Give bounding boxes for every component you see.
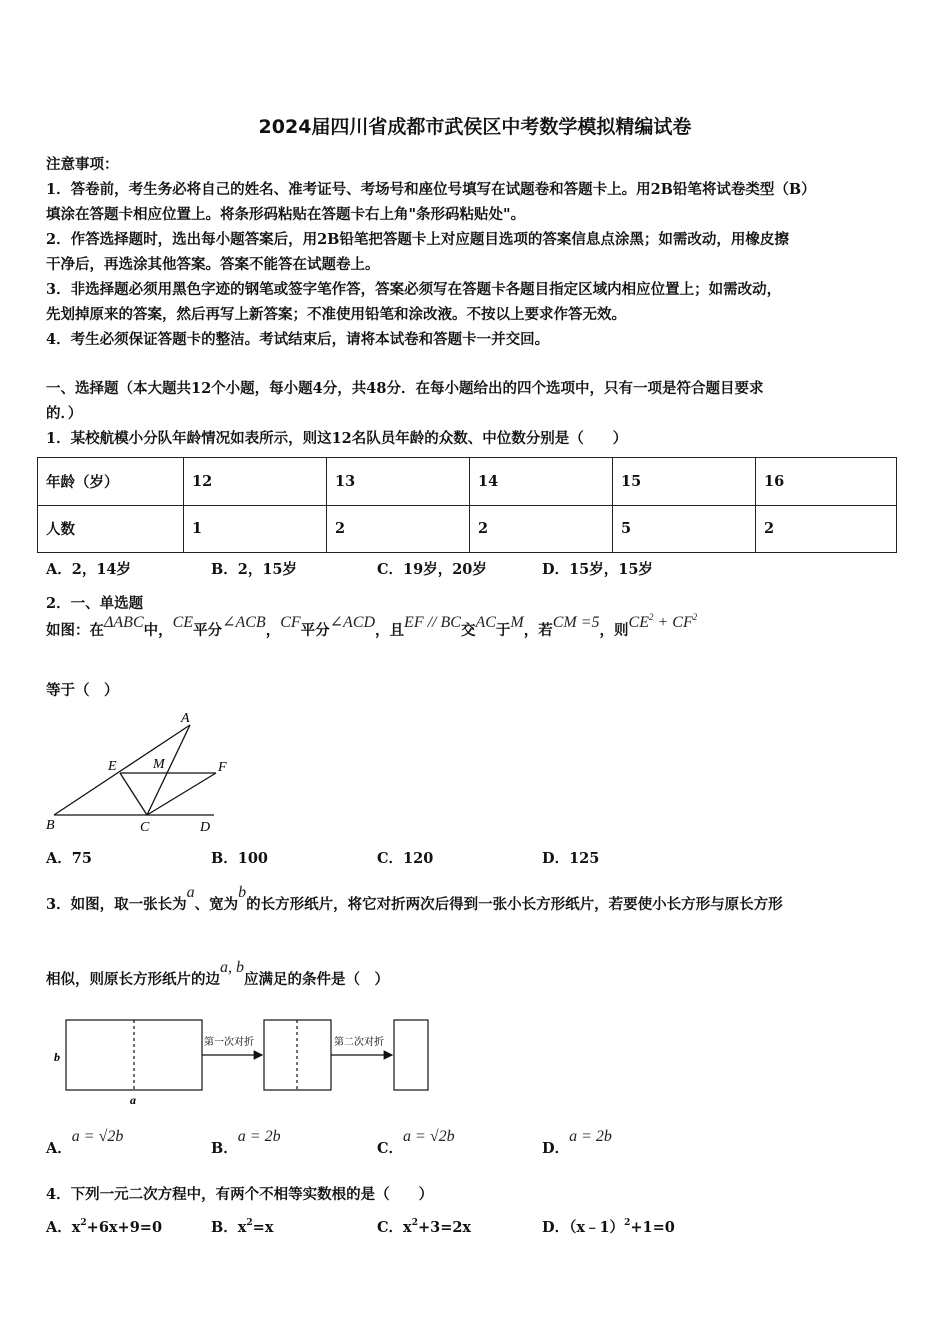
math: a = 2b [569, 1128, 612, 1145]
superscript: 2 [624, 1218, 631, 1228]
notice-line: 干净后，再选涂其他答案。答案不能答在试题卷上。 [46, 256, 380, 273]
math: a = √2b [71, 1128, 124, 1145]
table-row [38, 505, 897, 553]
notice-heading: 注意事项： [46, 156, 119, 173]
math: EF // BC [404, 614, 461, 631]
half-rectangle [264, 1020, 331, 1090]
math [629, 614, 698, 631]
notice-line: 先划掉原来的答案，然后再写上新答案；不准使用铅笔和涂改液。不按以上要求作答无效。 [46, 306, 626, 323]
table-cell: 2 [470, 505, 613, 553]
text: ， [265, 622, 281, 639]
label-f: F [218, 760, 227, 775]
math: CM =5 [552, 614, 600, 631]
text: A．x [46, 1219, 81, 1236]
q3-option-b[interactable] [211, 1128, 281, 1158]
option-letter: A． [46, 1140, 72, 1157]
notice-line: 3．非选择题必须用黑色字迹的钢笔或签字笔作答，答案必须写在答题卡各题目指定区域内相应位置上；如需改动， [46, 281, 782, 298]
q3-folding-figure [50, 1015, 440, 1110]
section-heading-cont: 的．） [46, 405, 83, 422]
q4-option-a[interactable] [46, 1216, 162, 1237]
q2-triangle-figure [40, 707, 240, 839]
text: 中， [143, 622, 173, 639]
table-row [38, 458, 897, 506]
q1-option-d[interactable]: D．15岁，15岁 [542, 561, 653, 578]
notice-line: 1．答卷前，考生务必将自己的姓名、准考证号、考场号和座位号填写在试题卷和答题卡上。用2B铅笔将试卷类型（B） [46, 181, 816, 198]
fold1-label: 第一次对折 [204, 1037, 254, 1048]
label-d: D [200, 820, 211, 835]
notice-line: 4．考生必须保证答题卡的整洁。考试结束后，请将本试卷和答题卡一并交回。 [46, 331, 550, 348]
q4-option-d[interactable] [542, 1216, 675, 1237]
math: CE [172, 614, 194, 631]
math-cf: + CF [653, 614, 693, 631]
table-cell: 5 [613, 505, 756, 553]
math: a [186, 884, 195, 901]
notice-line: 2．作答选择题时，选出每小题答案后，用2B铅笔把答题卡上对应题目选项的答案信息点涂黑；如需改动，用橡皮擦 [46, 231, 789, 248]
q2-stem-end: 等于（ ） [46, 682, 119, 699]
math: M [510, 614, 524, 631]
superscript: 2 [246, 1218, 253, 1228]
label-a: a [130, 1093, 136, 1107]
q3-stem-cont [46, 959, 389, 989]
table-cell: 2 [756, 505, 897, 553]
math: a, b [220, 959, 244, 976]
math-ce: CE [628, 614, 649, 631]
notice-line: 填涂在答题卡相应位置上。将条形码粘贴在答题卡右上角"条形码粘贴处"。 [46, 206, 526, 223]
text: 应满足的条件是（ ） [244, 971, 389, 988]
table-cell: 16 [756, 458, 897, 506]
option-letter: B． [211, 1140, 238, 1157]
math: ∠ACD [329, 614, 376, 631]
q3-option-a[interactable] [46, 1128, 124, 1158]
q1-option-b[interactable]: B．2，15岁 [211, 561, 298, 578]
fold2-label: 第二次对折 [334, 1037, 384, 1048]
text: C．x [377, 1219, 412, 1236]
text: D．（x﹣1） [542, 1219, 625, 1236]
math: ∠ACB [222, 614, 266, 631]
math: ΔABC [104, 614, 144, 631]
q3-stem [46, 884, 783, 914]
q1-option-a[interactable]: A．2，14岁 [46, 561, 132, 578]
table-cell: 1 [184, 505, 327, 553]
text: 3．如图，取一张长为 [46, 896, 187, 913]
q1-option-c[interactable]: C．19岁，20岁 [377, 561, 487, 578]
q2-option-d[interactable]: D．125 [542, 850, 600, 867]
label-a: A [181, 711, 190, 726]
table-cell: 15 [613, 458, 756, 506]
math: a = 2b [237, 1128, 281, 1145]
q4-option-b[interactable] [211, 1216, 273, 1237]
q2-option-c[interactable]: C．120 [377, 850, 434, 867]
table-cell: 13 [327, 458, 470, 506]
math: AC [475, 614, 496, 631]
q2-option-a[interactable]: A．75 [46, 850, 92, 867]
q2-stem [46, 612, 698, 640]
table-cell: 人数 [38, 505, 184, 553]
label-c: C [140, 820, 150, 835]
section-heading: 一、选择题（本大题共12个小题，每小题4分，共48分．在每小题给出的四个选项中，只有一项是符合题目要求 [46, 380, 764, 397]
text: +6x+9=0 [86, 1219, 163, 1236]
page-title: 2024届四川省成都市武侯区中考数学模拟精编试卷 [258, 116, 692, 138]
text: 如图：在 [46, 622, 104, 639]
quarter-rectangle [394, 1020, 428, 1090]
text: 相似，则原长方形纸片的边 [46, 971, 220, 988]
text: 于 [495, 622, 511, 639]
table-cell: 12 [184, 458, 327, 506]
superscript: 2 [692, 612, 698, 622]
q4-option-c[interactable] [377, 1216, 471, 1237]
option-letter: D． [542, 1140, 570, 1157]
q1-stem: 1．某校航模小分队年龄情况如表所示，则这12名队员年龄的众数、中位数分别是（ ） [46, 430, 628, 447]
text: ，且 [375, 622, 405, 639]
text: 平分 [300, 622, 330, 639]
math: a = √2b [403, 1128, 455, 1145]
q1-age-table [37, 457, 897, 553]
label-e: E [108, 759, 117, 774]
q4-stem: 4．下列一元二次方程中，有两个不相等实数根的是（ ） [46, 1186, 434, 1203]
math: CF [280, 614, 301, 631]
superscript: 2 [648, 612, 654, 622]
table-cell: 14 [470, 458, 613, 506]
text: ，则 [599, 622, 629, 639]
original-rectangle [66, 1020, 202, 1090]
text: +1=0 [630, 1219, 675, 1236]
table-cell: 2 [327, 505, 470, 553]
label-b: b [54, 1050, 60, 1064]
text: 的长方形纸片，将它对折两次后得到一张小长方形纸片，若要使小长方形与原长方形 [246, 896, 783, 913]
text: +3=2x [417, 1219, 472, 1236]
option-letter: C． [377, 1140, 404, 1157]
superscript: 2 [80, 1218, 87, 1228]
superscript: 2 [411, 1218, 418, 1228]
text: ，若 [523, 622, 553, 639]
text: 、宽为 [194, 896, 239, 913]
text: =x [252, 1219, 274, 1236]
q2-option-b[interactable]: B．100 [211, 850, 269, 867]
label-b: B [46, 818, 55, 833]
text: B．x [211, 1219, 247, 1236]
line-ec [120, 773, 147, 815]
math: b [238, 884, 247, 901]
label-m: M [153, 757, 165, 772]
text: 交 [460, 622, 476, 639]
q3-option-d[interactable] [542, 1128, 612, 1158]
text: 平分 [193, 622, 223, 639]
q2-header: 2．一、单选题 [46, 595, 144, 612]
q3-option-c[interactable] [377, 1128, 455, 1158]
table-cell: 年龄（岁） [38, 458, 184, 506]
